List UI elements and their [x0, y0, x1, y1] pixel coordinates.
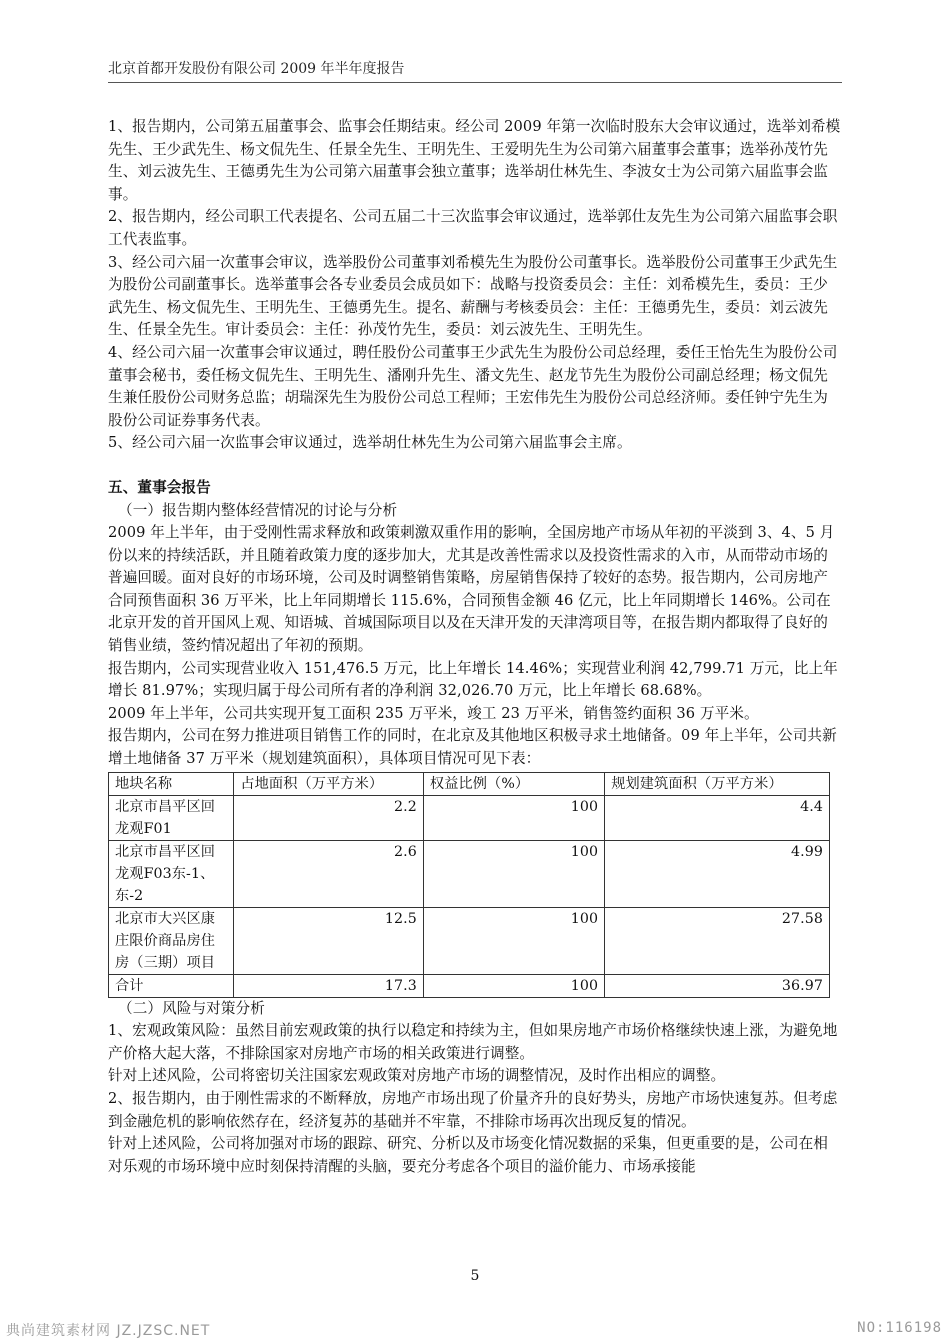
page-number: 5 [470, 1268, 480, 1284]
paragraph: 2009 年上半年，公司共实现开复工面积 235 万平米，竣工 23 万平米，销售签约面积 36 万平米。 [108, 704, 759, 722]
table-cell: 2.6 [234, 840, 424, 907]
paragraph: 3、经公司六届一次董事会审议，选举股份公司董事刘希模先生为股份公司董事长。选举股份公司董事王少武先生为股份公司副董事长。选举董事会各专业委员会成员如下：战略与投资委员会：主任：刘希模先生，委员：王少武先生、杨文侃先生、王明先生、王德勇先生。提名、薪酬与考核委员会：主任：王德勇先生，委员：刘云波先生、任景全先生。审计委员会：主任：孙茂竹先生，委员：刘云波先生、王明先生。 [108, 253, 838, 339]
section-heading: 五、董事会报告 [108, 478, 211, 496]
table-header-cell: 规划建筑面积（万平方米） [605, 772, 830, 795]
subsection-heading: （二）风险与对策分析 [118, 999, 265, 1017]
table-row [109, 795, 830, 840]
page-header: 北京首都开发股份有限公司 2009 年半年度报告 [108, 60, 842, 83]
table-cell: 北京市昌平区回龙观F03东-1、东-2 [109, 840, 234, 907]
page-content [108, 116, 842, 1178]
table-cell: 100 [423, 840, 604, 907]
table-cell: 100 [423, 974, 604, 997]
watermark-text: 典尚建筑素材网 JZ.JZSC.NET [6, 1323, 211, 1339]
table-cell: 合计 [109, 974, 234, 997]
table-cell: 100 [423, 795, 604, 840]
table-cell: 12.5 [234, 907, 424, 974]
table-header-cell: 占地面积（万平方米） [234, 772, 424, 795]
table-row [109, 907, 830, 974]
subsection-heading: （一）报告期内整体经营情况的讨论与分析 [118, 501, 398, 519]
table-header-cell: 权益比例（%） [423, 772, 604, 795]
table-cell: 4.4 [605, 795, 830, 840]
land-reserve-table [108, 772, 830, 998]
table-cell: 36.97 [605, 974, 830, 997]
table-header-row [109, 772, 830, 795]
table-cell: 27.58 [605, 907, 830, 974]
table-cell: 17.3 [234, 974, 424, 997]
table-cell: 北京市昌平区回龙观F01 [109, 795, 234, 840]
paragraph: 报告期内，公司在努力推进项目销售工作的同时，在北京及其他地区积极寻求土地储备。09 年上半年，公司共新增土地储备 37 万平米（规划建筑面积），具体项目情况可见下表： [108, 727, 837, 768]
paragraph: 针对上述风险，公司将加强对市场的跟踪、研究、分析以及市场变化情况数据的采集，但更重要的是，公司在相对乐观的市场环境中应时刻保持清醒的头脑，要充分考虑各个项目的溢价能力、市场承接能 [108, 1135, 828, 1175]
paragraph: 4、经公司六届一次董事会审议通过，聘任股份公司董事王少武先生为股份公司总经理，委任王怡先生为股份公司董事会秘书，委任杨文侃先生、王明先生、潘刚升先生、潘文先生、赵龙节先生为股份公司副总经理；杨文侃先生兼任股份公司财务总监；胡瑞深先生为股份公司总工程师；王宏伟先生为股份公司总经济师。委任钟宁先生为股份公司证券事务代表。 [108, 343, 838, 429]
paragraph: 报告期内，公司实现营业收入 151,476.5 万元，比上年增长 14.46%；实现营业利润 42,799.71 万元，比上年增长 81.97%；实现归属于母公司所有者的净利润 32,026.70 万元，比上年增长 68.68%。 [108, 659, 838, 700]
watermark-id: NO:116198 [857, 1320, 942, 1336]
table-cell: 4.99 [605, 840, 830, 907]
table-cell: 100 [423, 907, 604, 974]
table-header-cell: 地块名称 [109, 772, 234, 795]
paragraph: 2、报告期内，经公司职工代表提名、公司五届二十三次监事会审议通过，选举郭仕友先生为公司第六届监事会职工代表监事。 [108, 208, 838, 248]
paragraph: 5、经公司六届一次监事会审议通过，选举胡仕林先生为公司第六届监事会主席。 [108, 434, 632, 452]
paragraph: 2、报告期内，由于刚性需求的不断释放，房地产市场出现了价量齐升的良好势头，房地产市场快速复苏。但考虑到金融危机的影响依然存在，经济复苏的基础并不牢靠，不排除市场再次出现反复的情况。 [108, 1090, 838, 1130]
paragraph: 1、宏观政策风险：虽然目前宏观政策的执行以稳定和持续为主，但如果房地产市场价格继续快速上涨，为避免地产价格大起大落，不排除国家对房地产市场的相关政策进行调整。 [108, 1022, 838, 1062]
table-row [109, 840, 830, 907]
table-cell: 北京市大兴区康庄限价商品房住房（三期）项目 [109, 907, 234, 974]
paragraph: 针对上述风险，公司将密切关注国家宏观政策对房地产市场的调整情况，及时作出相应的调整。 [108, 1067, 726, 1085]
table-cell: 2.2 [234, 795, 424, 840]
table-total-row [109, 974, 830, 997]
paragraph: 1、报告期内，公司第五届董事会、监事会任期结束。经公司 2009 年第一次临时股东大会审议通过，选举刘希模先生、王少武先生、杨文侃先生、任景全先生、王明先生、王爱明先生为公司第六届董事会董事；选举孙茂竹先生、刘云波先生、王德勇先生为公司第六届董事会独立董事；选举胡仕林先生、李波女士为公司第六届监事会监事。 [108, 118, 841, 203]
paragraph: 2009 年上半年，由于受刚性需求释放和政策刺激双重作用的影响，全国房地产市场从年初的平淡到 3、4、5 月份以来的持续活跃，并且随着政策力度的逐步加大，尤其是改善性需求以及投资性需求的入市，从而带动市场的普遍回暖。面对良好的市场环境，公司及时调整销售策略，房屋销售保持了较好的态势。报告期内，公司房地产合同预售面积 36 万平米，比上年同期增长 115.6%，合同预售金额 46 亿元，比上年同期增长 146%。公司在北京开发的首开国风上观、知语城、首城国际项目以及在天津开发的天津湾项目等，在报告期内都取得了良好的销售业绩，签约情况超出了年初的预期。 [108, 524, 835, 655]
